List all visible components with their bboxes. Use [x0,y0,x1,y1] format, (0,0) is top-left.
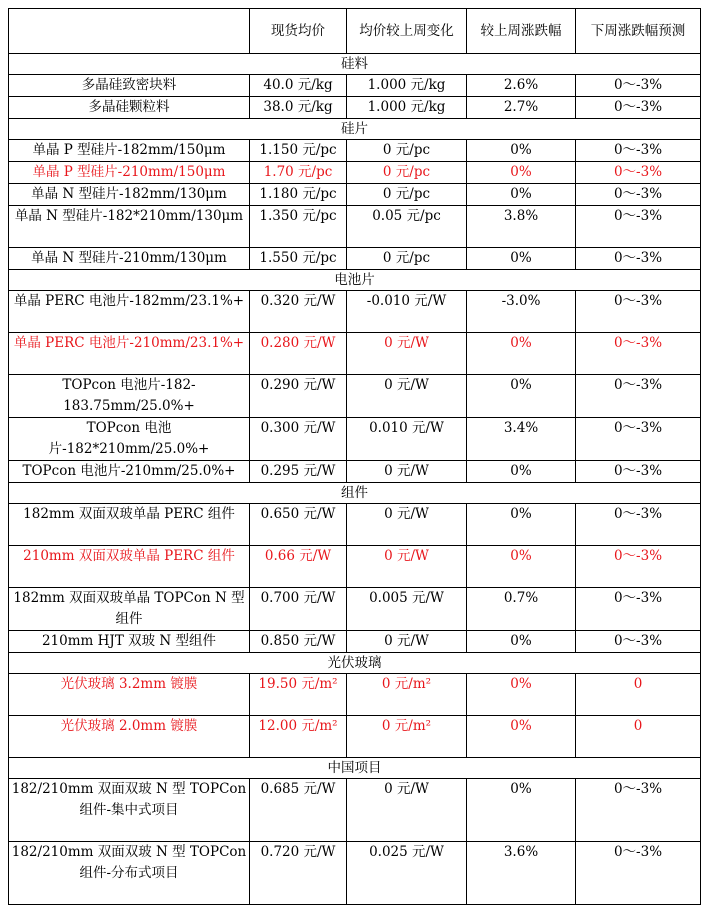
spot-price-cell: 0.290 元/W [250,375,347,418]
table-row [9,291,701,333]
price-change-cell: 0 元/W [347,546,467,588]
pct-change-cell: 0% [467,716,576,758]
item-name-cell: 单晶 N 型硅片-182mm/130μm [9,184,250,206]
spot-price-cell: 1.350 元/pc [250,206,347,248]
pct-change-cell: 3.8% [467,206,576,248]
spot-price-cell: 12.00 元/m² [250,716,347,758]
forecast-cell: 0～-3% [576,97,701,119]
header-pct-change: 较上周涨跌幅 [467,9,576,54]
table-row [9,716,701,758]
pct-change-cell: 3.6% [467,842,576,905]
header-spot-price: 现货均价 [250,9,347,54]
item-name-cell: 182mm 双面双玻单晶 TOPCon N 型组件 [9,588,250,631]
item-name-cell: 210mm HJT 双玻 N 型组件 [9,631,250,653]
price-change-cell: 0.010 元/W [347,418,467,461]
table-row [9,461,701,483]
pct-change-cell: 0% [467,184,576,206]
table-row [9,546,701,588]
forecast-cell: 0～-3% [576,375,701,418]
table-row [9,674,701,716]
item-name-cell: TOPcon 电池片-182*210mm/25.0%+ [9,418,250,461]
price-change-cell: 0 元/pc [347,162,467,184]
forecast-cell: 0～-3% [576,418,701,461]
table-row [9,75,701,97]
pct-change-cell: 2.7% [467,97,576,119]
price-table-body [9,9,701,905]
spot-price-cell: 0.320 元/W [250,291,347,333]
item-name-cell: 单晶 P 型硅片-182mm/150μm [9,140,250,162]
forecast-cell: 0～-3% [576,588,701,631]
forecast-cell: 0～-3% [576,631,701,653]
forecast-cell: 0～-3% [576,184,701,206]
pct-change-cell: 3.4% [467,418,576,461]
item-name-cell: 182/210mm 双面双玻 N 型 TOPCon 组件-分布式项目 [9,842,250,905]
section-title: 中国项目 [9,758,701,779]
price-change-cell: 0 元/m² [347,716,467,758]
item-name-cell: 182/210mm 双面双玻 N 型 TOPCon 组件-集中式项目 [9,779,250,842]
forecast-cell: 0～-3% [576,140,701,162]
price-change-cell: 0 元/pc [347,184,467,206]
spot-price-cell: 1.550 元/pc [250,248,347,270]
price-change-cell: 0 元/W [347,461,467,483]
pct-change-cell: 2.6% [467,75,576,97]
pct-change-cell: 0% [467,674,576,716]
table-row [9,97,701,119]
spot-price-cell: 1.180 元/pc [250,184,347,206]
forecast-cell: 0～-3% [576,162,701,184]
spot-price-cell: 0.850 元/W [250,631,347,653]
table-row [9,184,701,206]
section-title: 光伏玻璃 [9,653,701,674]
section-header-row [9,119,701,140]
spot-price-cell: 0.66 元/W [250,546,347,588]
price-change-cell: 1.000 元/kg [347,97,467,119]
spot-price-cell: 0.700 元/W [250,588,347,631]
item-name-cell: TOPcon 电池片-210mm/25.0%+ [9,461,250,483]
pct-change-cell: 0% [467,779,576,842]
item-name-cell: 单晶 N 型硅片-210mm/130μm [9,248,250,270]
price-change-cell: 0.005 元/W [347,588,467,631]
spot-price-cell: 0.280 元/W [250,333,347,375]
price-change-cell: -0.010 元/W [347,291,467,333]
forecast-cell: 0～-3% [576,333,701,375]
item-name-cell: 182mm 双面双玻单晶 PERC 组件 [9,504,250,546]
price-change-cell: 0 元/W [347,779,467,842]
item-name-cell: TOPcon 电池片-182-183.75mm/25.0%+ [9,375,250,418]
pct-change-cell: 0% [467,631,576,653]
spot-price-cell: 19.50 元/m² [250,674,347,716]
section-title: 组件 [9,483,701,504]
section-title: 硅料 [9,54,701,75]
table-row [9,504,701,546]
header-price-change: 均价较上周变化 [347,9,467,54]
spot-price-cell: 0.720 元/W [250,842,347,905]
table-row [9,375,701,418]
spot-price-cell: 1.70 元/pc [250,162,347,184]
forecast-cell: 0～-3% [576,546,701,588]
item-name-cell: 多晶硅颗粒料 [9,97,250,119]
pct-change-cell: 0% [467,504,576,546]
table-row [9,248,701,270]
pct-change-cell: 0% [467,333,576,375]
price-change-cell: 0 元/W [347,504,467,546]
pct-change-cell: 0% [467,375,576,418]
spot-price-cell: 0.650 元/W [250,504,347,546]
item-name-cell: 单晶 PERC 电池片-182mm/23.1%+ [9,291,250,333]
table-row [9,631,701,653]
price-change-cell: 0 元/W [347,375,467,418]
pct-change-cell: 0% [467,546,576,588]
item-name-cell: 210mm 双面双玻单晶 PERC 组件 [9,546,250,588]
pct-change-cell: 0% [467,162,576,184]
price-change-cell: 0 元/pc [347,248,467,270]
table-row [9,418,701,461]
table-row [9,842,701,905]
section-header-row [9,270,701,291]
pct-change-cell: 0% [467,248,576,270]
forecast-cell: 0～-3% [576,842,701,905]
price-change-cell: 0 元/W [347,333,467,375]
item-name-cell: 光伏玻璃 2.0mm 镀膜 [9,716,250,758]
pct-change-cell: 0% [467,461,576,483]
header-forecast: 下周涨跌幅预测 [576,9,701,54]
price-table [8,8,701,905]
forecast-cell: 0～-3% [576,461,701,483]
section-header-row [9,758,701,779]
table-row [9,206,701,248]
spot-price-cell: 40.0 元/kg [250,75,347,97]
section-header-row [9,54,701,75]
item-name-cell: 单晶 P 型硅片-210mm/150μm [9,162,250,184]
price-change-cell: 0 元/W [347,631,467,653]
spot-price-cell: 0.300 元/W [250,418,347,461]
table-row [9,162,701,184]
table-row [9,333,701,375]
pct-change-cell: 0% [467,140,576,162]
spot-price-cell: 1.150 元/pc [250,140,347,162]
spot-price-cell: 38.0 元/kg [250,97,347,119]
price-change-cell: 0.025 元/W [347,842,467,905]
header-row [9,9,701,54]
forecast-cell: 0～-3% [576,779,701,842]
item-name-cell: 单晶 PERC 电池片-210mm/23.1%+ [9,333,250,375]
forecast-cell: 0～-3% [576,248,701,270]
section-header-row [9,483,701,504]
header-blank-cell [9,9,250,54]
forecast-cell: 0～-3% [576,504,701,546]
forecast-cell: 0 [576,674,701,716]
price-change-cell: 1.000 元/kg [347,75,467,97]
item-name-cell: 多晶硅致密块料 [9,75,250,97]
spot-price-cell: 0.685 元/W [250,779,347,842]
forecast-cell: 0～-3% [576,206,701,248]
table-row [9,588,701,631]
item-name-cell: 单晶 N 型硅片-182*210mm/130μm [9,206,250,248]
forecast-cell: 0～-3% [576,291,701,333]
price-change-cell: 0 元/m² [347,674,467,716]
forecast-cell: 0～-3% [576,75,701,97]
forecast-cell: 0 [576,716,701,758]
pct-change-cell: -3.0% [467,291,576,333]
item-name-cell: 光伏玻璃 3.2mm 镀膜 [9,674,250,716]
price-change-cell: 0 元/pc [347,140,467,162]
spot-price-cell: 0.295 元/W [250,461,347,483]
section-title: 电池片 [9,270,701,291]
table-row [9,140,701,162]
price-change-cell: 0.05 元/pc [347,206,467,248]
section-header-row [9,653,701,674]
section-title: 硅片 [9,119,701,140]
table-row [9,779,701,842]
pct-change-cell: 0.7% [467,588,576,631]
